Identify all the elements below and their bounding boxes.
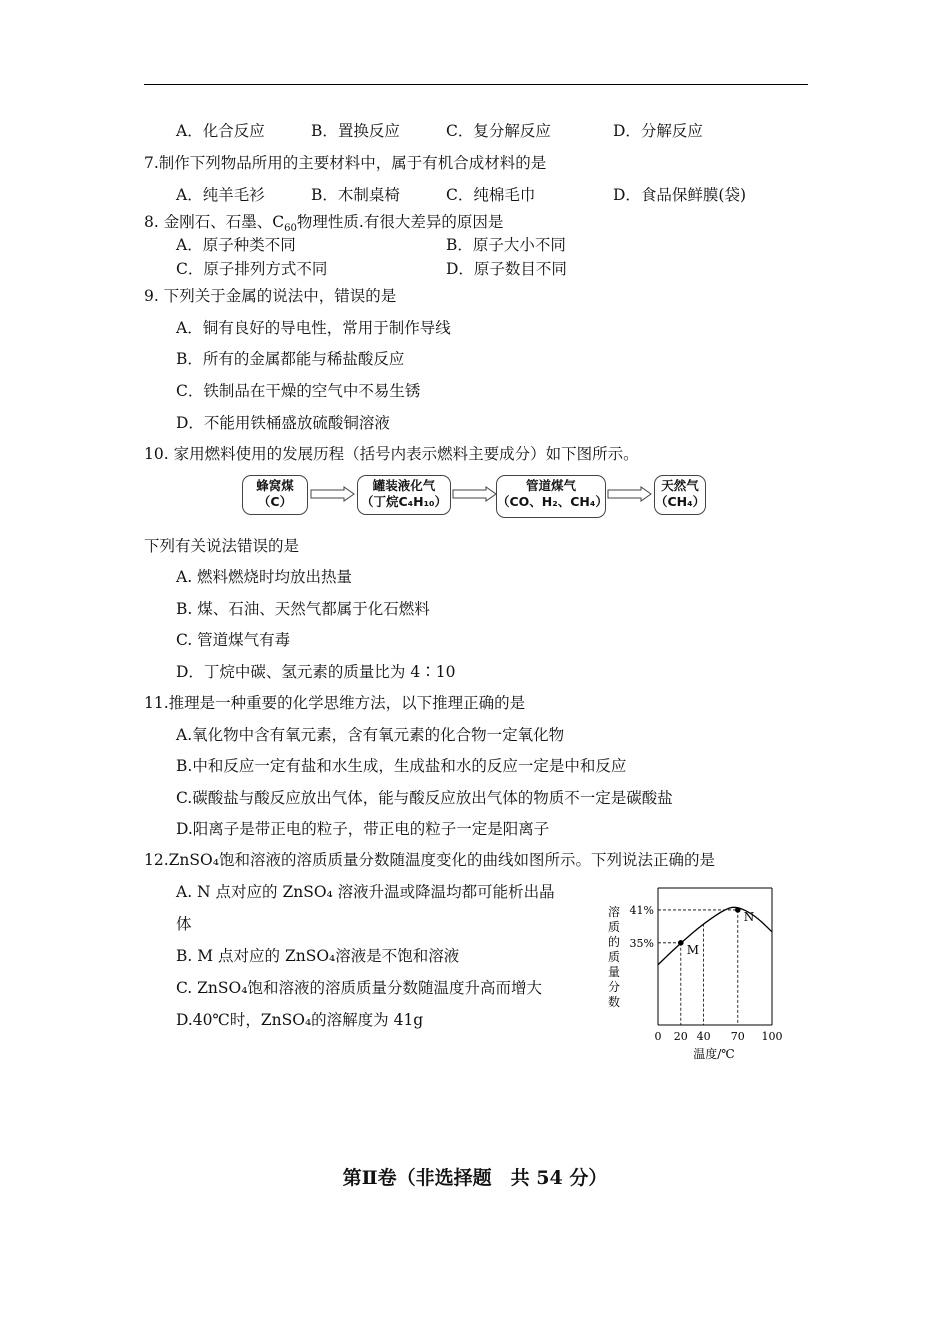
x-tick-label: 40 — [696, 1030, 711, 1043]
flow-box-name: 管道煤气 — [525, 478, 576, 493]
q9-option-a: A．铜有良好的导电性，常用于制作导线 — [176, 319, 451, 337]
y-axis-label-char: 量 — [607, 965, 621, 979]
q7-option-a: A．纯羊毛衫 — [176, 186, 265, 204]
y-axis-label — [608, 904, 620, 1009]
q7-option-d: D．食品保鲜膜(袋) — [613, 186, 747, 204]
flow-box-comp: （C） — [257, 494, 293, 509]
flow-box-natural-gas — [654, 475, 706, 515]
x-tick-label: 0 — [654, 1030, 662, 1043]
flow-box-comp: （CO、H₂、CH₄） — [497, 494, 608, 509]
flow-box-lpg — [357, 475, 451, 515]
flow-arrow-icon — [452, 486, 498, 502]
x-axis-label: 温度/℃ — [693, 1047, 735, 1061]
q8-option-c: C．原子排列方式不同 — [176, 260, 328, 278]
q10-sub-stem: 下列有关说法错误的是 — [144, 537, 300, 555]
y-tick-label: 41% — [629, 903, 654, 917]
point-label-M: M — [686, 942, 700, 957]
flow-box-pipeline-gas — [496, 475, 606, 518]
q12-option-c: C. ZnSO₄饱和溶液的溶质质量分数随温度升高而增大 — [176, 979, 542, 997]
flow-box-name: 罐装液化气 — [372, 478, 436, 493]
q10-option-a: A. 燃料燃烧时均放出热量 — [176, 568, 353, 586]
q11-stem: 11.推理是一种重要的化学思维方法，以下推理正确的是 — [144, 694, 526, 712]
y-axis-label-char: 质 — [607, 950, 621, 964]
y-axis-label-char: 数 — [607, 995, 621, 1009]
q12-stem: 12.ZnSO₄饱和溶液的溶质质量分数随温度变化的曲线如图所示。下列说法正确的是 — [144, 851, 715, 869]
flow-box-comp: （CH₄） — [655, 494, 706, 509]
q10-option-d: D．丁烷中碳、氢元素的质量比为 4∶10 — [176, 663, 456, 681]
q6-option-c: C．复分解反应 — [446, 122, 551, 140]
header-rule — [144, 84, 808, 85]
solubility-curve — [658, 907, 772, 964]
q8-option-a: A．原子种类不同 — [176, 236, 296, 254]
point-M — [678, 940, 684, 946]
q12-option-d: D.40℃时，ZnSO₄的溶解度为 41g — [176, 1011, 424, 1029]
x-tick-label: 70 — [730, 1030, 745, 1043]
q11-option-a: A.氧化物中含有氧元素，含有氧元素的化合物一定氧化物 — [176, 726, 565, 744]
section-title: 第Ⅱ卷（非选择题 共 54 分） — [342, 1167, 608, 1189]
x-tick-label: 20 — [673, 1030, 688, 1043]
q6-option-b: B．置换反应 — [311, 122, 400, 140]
flow-arrow-icon — [310, 486, 356, 502]
flow-box-name: 天然气 — [661, 478, 699, 493]
y-axis-label-char: 的 — [607, 935, 621, 949]
q7-option-b: B．木制桌椅 — [311, 186, 400, 204]
q9-option-b: B．所有的金属都能与稀盐酸反应 — [176, 350, 405, 368]
q10-stem: 10. 家用燃料使用的发展历程（括号内表示燃料主要成分）如下图所示。 — [144, 445, 639, 463]
q10-option-c: C. 管道煤气有毒 — [176, 631, 291, 649]
flow-box-comp: （丁烷C₄H₁₀） — [360, 494, 448, 509]
y-tick-label: 35% — [629, 936, 654, 950]
q9-option-d: D．不能用铁桶盛放硫酸铜溶液 — [176, 414, 390, 432]
q8-stem: 8. 金刚石、石墨、$C_{60}$物理性质.有很大差异的原因是 — [144, 213, 504, 235]
q12-option-a-line1: A. N 点对应的 ZnSO₄ 溶液升温或降温均都可能析出晶 — [176, 883, 555, 901]
point-label-N: N — [743, 909, 755, 924]
q11-option-c: C.碳酸盐与酸反应放出气体，能与酸反应放出气体的物质不一定是碳酸盐 — [176, 789, 673, 807]
q8-option-d: D．原子数目不同 — [446, 260, 567, 278]
q9-stem: 9. 下列关于金属的说法中，错误的是 — [144, 287, 397, 305]
q8-option-b: B．原子大小不同 — [446, 236, 566, 254]
x-tick-label: 100 — [761, 1030, 783, 1043]
q7-stem: 7.制作下列物品所用的主要材料中，属于有机合成材料的是 — [144, 154, 547, 172]
flow-box-name: 蜂窝煤 — [256, 478, 294, 493]
y-axis-label-char: 溶 — [607, 905, 621, 919]
q11-option-d: D.阳离子是带正电的粒子，带正电的粒子一定是阳离子 — [176, 820, 550, 838]
y-axis-label-char: 质 — [607, 920, 621, 934]
q6-option-d: D．分解反应 — [613, 122, 703, 140]
q11-option-b: B.中和反应一定有盐和水生成，生成盐和水的反应一定是中和反应 — [176, 757, 627, 775]
q12-option-a-line2: 体 — [176, 915, 192, 933]
q10-option-b: B. 煤、石油、天然气都属于化石燃料 — [176, 600, 430, 618]
flow-arrow-icon — [607, 486, 653, 502]
q9-option-c: C．铁制品在干燥的空气中不易生锈 — [176, 382, 421, 400]
point-N — [735, 907, 741, 913]
q6-option-a: A．化合反应 — [176, 122, 265, 140]
q7-option-c: C．纯棉毛巾 — [446, 186, 536, 204]
flow-box-honeycomb-coal — [242, 475, 308, 515]
solubility-chart — [600, 880, 790, 1065]
q12-option-b: B. M 点对应的 ZnSO₄溶液是不饱和溶液 — [176, 947, 460, 965]
y-axis-label-char: 分 — [607, 980, 621, 994]
